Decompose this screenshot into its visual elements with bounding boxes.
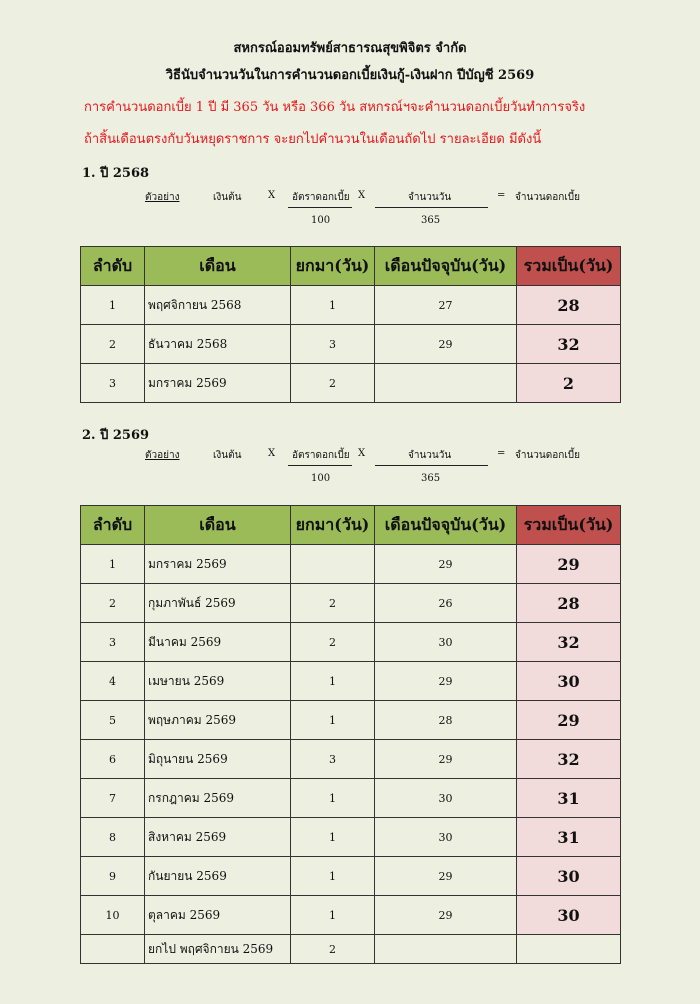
row-order: 4 (81, 662, 145, 701)
table-row (81, 584, 621, 623)
col-header-total: รวมเป็น(วัน) (517, 506, 621, 545)
row-current-days: 28 (375, 701, 517, 740)
col-header-month: เดือน (145, 506, 291, 545)
row-carried-days: 2 (291, 935, 375, 964)
table-row (81, 364, 621, 403)
row-carried-days (291, 545, 375, 584)
row-order: 2 (81, 584, 145, 623)
row-carried-days: 1 (291, 896, 375, 935)
fraction-line (375, 207, 488, 208)
page-title: วิธีนับจำนวนวันในการคำนวนดอกเบี้ยเงินกู้-เงินฝาก ปีบัญชี 2569 (165, 68, 535, 83)
row-current-days: 29 (375, 325, 517, 364)
section-1-title: 1. ปี 2568 (82, 166, 150, 181)
row-total-days: 31 (517, 818, 621, 857)
row-order: 3 (81, 364, 145, 403)
formula-times: X (358, 448, 366, 459)
row-total-days: 30 (517, 662, 621, 701)
row-month: เมษายน 2569 (145, 662, 291, 701)
row-month: กุมภาพันธ์ 2569 (145, 584, 291, 623)
formula-principal: เงินต้น (213, 192, 242, 203)
formula-times: X (268, 448, 276, 459)
row-month: กรกฎาคม 2569 (145, 779, 291, 818)
table-row (81, 896, 621, 935)
row-carried-days: 1 (291, 662, 375, 701)
row-month: มิถุนายน 2569 (145, 740, 291, 779)
section-2-title: 2. ปี 2569 (82, 428, 150, 443)
row-current-days: 29 (375, 662, 517, 701)
row-month: ธันวาคม 2568 (145, 325, 291, 364)
formula-days: จำนวนวัน (408, 450, 452, 461)
row-month: มกราคม 2569 (145, 545, 291, 584)
row-current-days: 26 (375, 584, 517, 623)
row-month: มีนาคม 2569 (145, 623, 291, 662)
row-order: 7 (81, 779, 145, 818)
row-order: 1 (81, 286, 145, 325)
row-month: กันยายน 2569 (145, 857, 291, 896)
row-order: 5 (81, 701, 145, 740)
row-total-days: 31 (517, 779, 621, 818)
formula-rate: อัตราดอกเบี้ย (292, 450, 350, 461)
row-total-days: 30 (517, 896, 621, 935)
row-order: 9 (81, 857, 145, 896)
row-current-days: 30 (375, 818, 517, 857)
fraction-line (288, 207, 352, 208)
row-order: 1 (81, 545, 145, 584)
formula-denom-days: 365 (421, 473, 441, 484)
col-header-total: รวมเป็น(วัน) (517, 247, 621, 286)
row-total-days: 29 (517, 701, 621, 740)
row-total-days: 29 (517, 545, 621, 584)
col-header-current: เดือนปัจจุบัน(วัน) (375, 506, 517, 545)
col-header-current: เดือนปัจจุบัน(วัน) (375, 247, 517, 286)
row-order: 8 (81, 818, 145, 857)
formula-result: จำนวนดอกเบี้ย (515, 450, 580, 461)
row-current-days: 29 (375, 545, 517, 584)
row-month: ตุลาคม 2569 (145, 896, 291, 935)
row-carried-days: 1 (291, 818, 375, 857)
formula-equals: = (497, 448, 506, 459)
row-order: 3 (81, 623, 145, 662)
row-carried-days: 3 (291, 325, 375, 364)
col-header-order: ลำดับ (81, 247, 145, 286)
row-total-days: 2 (517, 364, 621, 403)
row-current-days (375, 364, 517, 403)
formula-rate: อัตราดอกเบี้ย (292, 192, 350, 203)
row-carried-days: 2 (291, 623, 375, 662)
fraction-line (375, 465, 488, 466)
table-row (81, 701, 621, 740)
row-total-days: 32 (517, 623, 621, 662)
row-total-days (517, 935, 621, 964)
col-header-carried: ยกมา(วัน) (291, 247, 375, 286)
col-header-order: ลำดับ (81, 506, 145, 545)
days-table-2569 (80, 505, 621, 964)
table-row (81, 662, 621, 701)
table-row (81, 857, 621, 896)
row-order: 2 (81, 325, 145, 364)
row-carried-days: 1 (291, 701, 375, 740)
row-month: พฤศจิกายน 2568 (145, 286, 291, 325)
row-month: ยกไป พฤศจิกายน 2569 (145, 935, 291, 964)
note-line-2: ถ้าสิ้นเดือนตรงกับวันหยุดราชการ จะยกไปคำนวนในเดือนถัดไป รายละเอียด มีดังนี้ (84, 132, 542, 147)
formula-denom-rate: 100 (311, 215, 331, 226)
table-row (81, 325, 621, 364)
table-row (81, 286, 621, 325)
table-row (81, 623, 621, 662)
row-month: สิงหาคม 2569 (145, 818, 291, 857)
table-row (81, 818, 621, 857)
row-order (81, 935, 145, 964)
table-row (81, 935, 621, 964)
row-current-days: 27 (375, 286, 517, 325)
formula-example-label: ตัวอย่าง (145, 192, 180, 203)
table-row (81, 740, 621, 779)
formula-days: จำนวนวัน (408, 192, 452, 203)
row-current-days: 29 (375, 857, 517, 896)
row-carried-days: 3 (291, 740, 375, 779)
row-current-days: 29 (375, 740, 517, 779)
days-table-2568 (80, 246, 621, 403)
row-carried-days: 2 (291, 364, 375, 403)
formula-times: X (268, 190, 276, 201)
formula-principal: เงินต้น (213, 450, 242, 461)
formula-denom-rate: 100 (311, 473, 331, 484)
fraction-line (288, 465, 352, 466)
formula-2 (0, 448, 700, 498)
row-current-days: 30 (375, 623, 517, 662)
table-row (81, 779, 621, 818)
formula-result: จำนวนดอกเบี้ย (515, 192, 580, 203)
row-carried-days: 2 (291, 584, 375, 623)
formula-denom-days: 365 (421, 215, 441, 226)
formula-example-label: ตัวอย่าง (145, 450, 180, 461)
row-total-days: 28 (517, 286, 621, 325)
row-order: 6 (81, 740, 145, 779)
row-carried-days: 1 (291, 286, 375, 325)
row-carried-days: 1 (291, 857, 375, 896)
row-order: 10 (81, 896, 145, 935)
row-current-days: 30 (375, 779, 517, 818)
col-header-month: เดือน (145, 247, 291, 286)
row-month: มกราคม 2569 (145, 364, 291, 403)
formula-times: X (358, 190, 366, 201)
row-total-days: 32 (517, 740, 621, 779)
row-total-days: 28 (517, 584, 621, 623)
org-title: สหกรณ์ออมทรัพย์สาธารณสุขพิจิตร จำกัด (233, 41, 467, 56)
row-total-days: 30 (517, 857, 621, 896)
formula-1 (0, 190, 700, 240)
col-header-carried: ยกมา(วัน) (291, 506, 375, 545)
row-month: พฤษภาคม 2569 (145, 701, 291, 740)
row-carried-days: 1 (291, 779, 375, 818)
row-current-days: 29 (375, 896, 517, 935)
row-current-days (375, 935, 517, 964)
formula-equals: = (497, 190, 506, 201)
row-total-days: 32 (517, 325, 621, 364)
table-row (81, 545, 621, 584)
note-line-1: การคำนวนดอกเบี้ย 1 ปี มี 365 วัน หรือ 366 วัน สหกรณ์ฯจะคำนวนดอกเบี้ยวันทำการจริง (84, 100, 586, 115)
